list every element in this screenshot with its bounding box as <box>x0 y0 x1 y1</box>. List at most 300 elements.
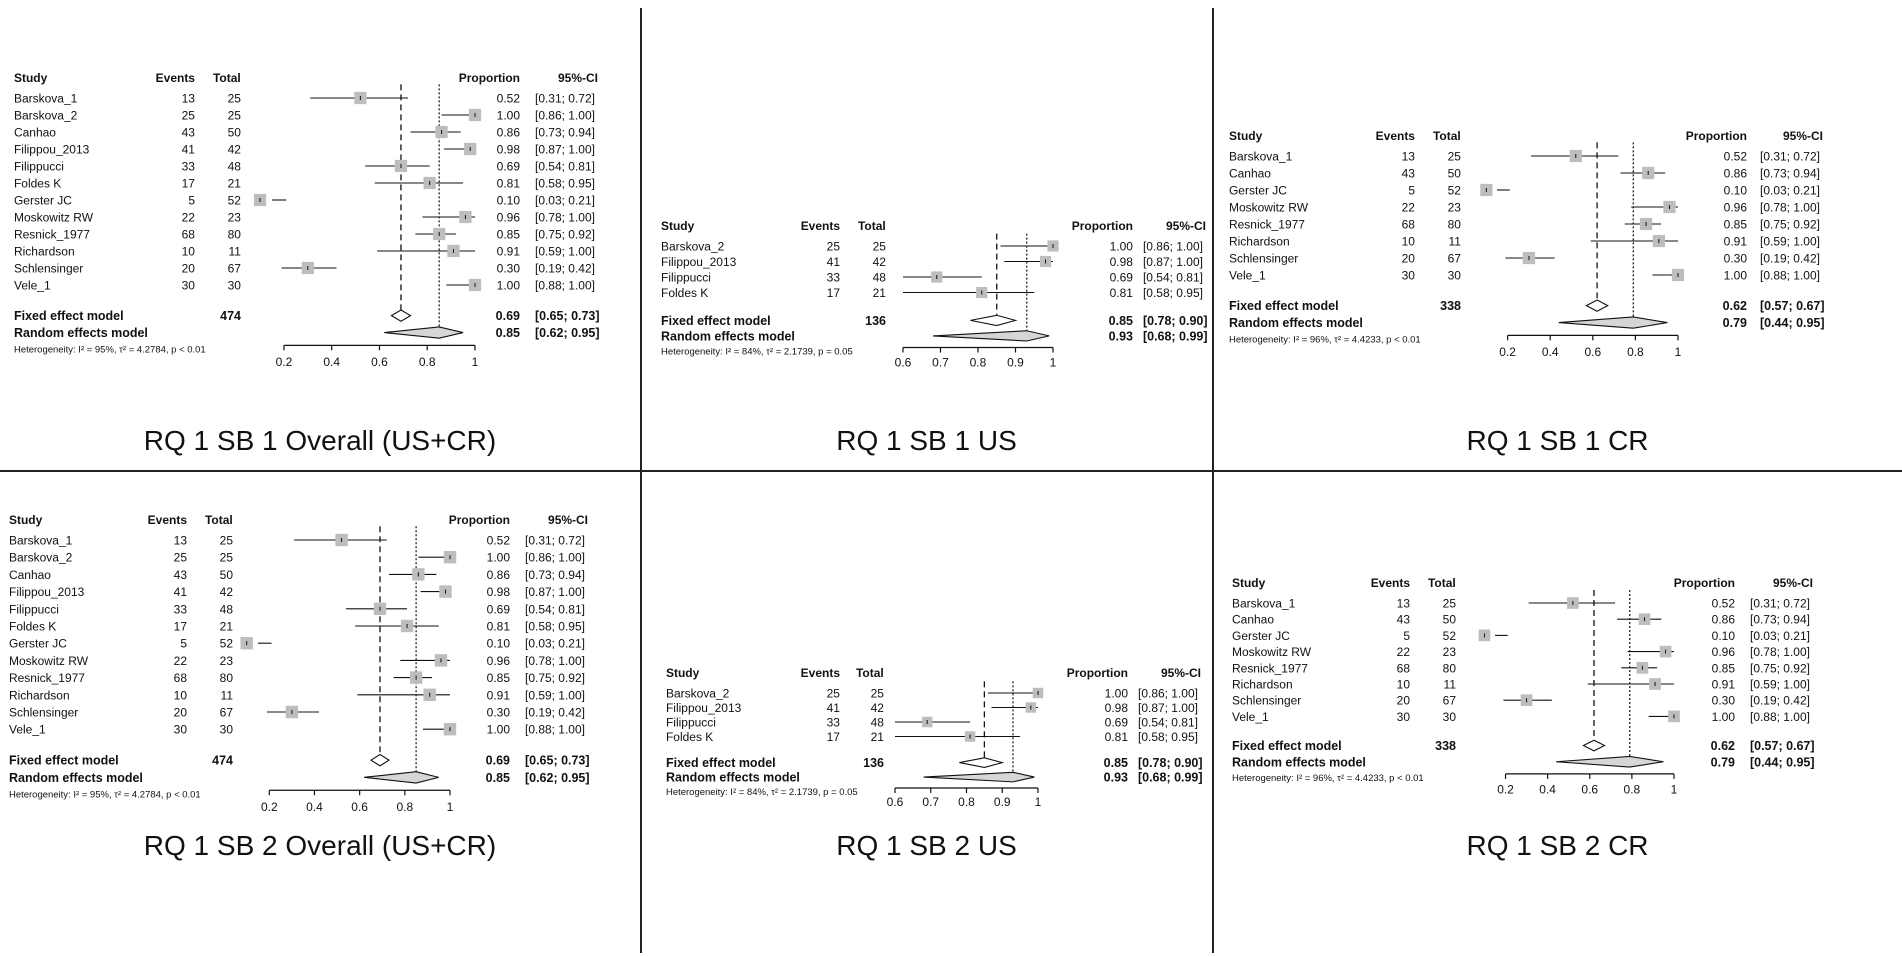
study-proportion: 0.86 <box>486 567 510 582</box>
x-tick-label: 0.9 <box>993 794 1011 809</box>
study-events: 25 <box>181 108 196 123</box>
study-events: 10 <box>1396 677 1411 692</box>
forest-plot-svg <box>10 70 630 374</box>
study-ci: [0.87; 1.00] <box>524 585 585 600</box>
x-tick-label: 0.4 <box>1539 782 1556 797</box>
study-proportion: 0.98 <box>496 142 520 157</box>
study-total: 80 <box>227 227 242 242</box>
study-ci: [0.31; 0.72] <box>1749 596 1810 611</box>
study-total: 23 <box>219 653 234 668</box>
study-events: 20 <box>1396 693 1411 708</box>
study-ci: [0.19; 0.42] <box>534 261 595 276</box>
header-proportion: Proportion <box>1066 665 1128 680</box>
study-name: Gerster JC <box>9 636 67 651</box>
random-effects-proportion: 0.93 <box>1103 770 1128 785</box>
random-effects-diamond <box>933 331 1049 341</box>
study-name: Resnick_1977 <box>1229 217 1305 232</box>
study-proportion: 0.69 <box>496 159 520 174</box>
study-proportion: 0.86 <box>496 125 520 140</box>
vertical-divider-left <box>640 8 642 953</box>
study-events: 43 <box>1396 612 1411 627</box>
study-name: Schlensinger <box>9 705 79 720</box>
study-proportion: 1.00 <box>486 722 510 737</box>
study-total: 80 <box>1447 217 1462 232</box>
study-ci: [0.78; 1.00] <box>1759 200 1820 215</box>
x-tick-label: 0.8 <box>418 355 436 370</box>
x-tick-label: 0.2 <box>1497 782 1514 797</box>
study-events: 17 <box>826 729 841 744</box>
header-proportion: Proportion <box>448 512 510 527</box>
x-tick-label: 0.8 <box>396 800 414 815</box>
header-study: Study <box>1229 128 1263 143</box>
study-ci: [0.03; 0.21] <box>1759 183 1820 198</box>
x-tick-label: 1 <box>471 355 479 370</box>
study-ci: [0.19; 0.42] <box>1759 251 1820 266</box>
header-proportion: Proportion <box>1673 575 1735 590</box>
panel-caption: RQ 1 SB 2 Overall (US+CR) <box>143 830 497 861</box>
study-ci: [0.87; 1.00] <box>1137 700 1198 715</box>
header-events: Events <box>1375 128 1416 143</box>
heterogeneity-text: Heterogeneity: I² = 84%, τ² = 2.1739, p = 0.05 <box>661 346 853 358</box>
study-ci: [0.75; 0.92] <box>534 227 595 242</box>
study-proportion: 0.10 <box>486 636 510 651</box>
study-proportion: 1.00 <box>1711 709 1735 724</box>
study-ci: [0.19; 0.42] <box>524 705 585 720</box>
fixed-effect-proportion: 0.62 <box>1710 739 1735 754</box>
study-events: 17 <box>826 285 841 300</box>
study-name: Filippou_2013 <box>661 254 737 269</box>
random-effects-diamond <box>1556 756 1663 767</box>
fixed-effect-ci: [0.57; 0.67] <box>1749 739 1815 754</box>
header-study: Study <box>9 512 43 527</box>
x-tick-label: 0.4 <box>323 355 341 370</box>
random-effects-ci: [0.62; 0.95] <box>524 770 590 785</box>
study-name: Richardson <box>1232 677 1293 692</box>
study-name: Richardson <box>1229 234 1290 249</box>
study-ci: [0.86; 1.00] <box>534 108 595 123</box>
fixed-effect-label: Fixed effect model <box>661 313 771 328</box>
panel-caption: RQ 1 SB 1 US <box>836 425 1017 456</box>
study-total: 21 <box>870 729 885 744</box>
study-name: Barskova_2 <box>661 239 725 254</box>
fixed-effect-ci: [0.65; 0.73] <box>524 753 590 768</box>
header-total: Total <box>205 512 233 527</box>
study-name: Vele_1 <box>1229 268 1266 283</box>
panel-caption: RQ 1 SB 1 Overall (US+CR) <box>143 425 497 456</box>
study-events: 13 <box>1401 149 1416 164</box>
x-tick-label: 0.8 <box>1623 782 1641 797</box>
study-ci: [0.58; 0.95] <box>524 619 585 634</box>
study-total: 25 <box>227 108 242 123</box>
x-tick-label: 0.7 <box>922 794 940 809</box>
random-effects-proportion: 0.93 <box>1108 329 1133 344</box>
study-ci: [0.78; 1.00] <box>524 653 585 668</box>
header-events: Events <box>1370 575 1411 590</box>
study-proportion: 1.00 <box>1104 686 1128 701</box>
study-ci: [0.75; 0.92] <box>1749 661 1810 676</box>
study-ci: [0.86; 1.00] <box>524 550 585 565</box>
study-total: 21 <box>219 619 234 634</box>
study-total: 52 <box>1447 183 1462 198</box>
study-proportion: 1.00 <box>496 278 520 293</box>
fixed-effect-label: Fixed effect model <box>1232 739 1342 754</box>
x-tick-label: 0.4 <box>306 800 323 815</box>
study-events: 33 <box>181 159 196 174</box>
random-effects-label: Random effects model <box>1229 316 1363 331</box>
panel-caption: RQ 1 SB 2 US <box>836 830 1017 861</box>
study-proportion: 0.96 <box>1723 200 1747 215</box>
random-effects-diamond <box>364 772 439 783</box>
x-tick-label: 0.7 <box>932 355 949 370</box>
fixed-effect-ci: [0.65; 0.73] <box>534 309 600 324</box>
study-events: 30 <box>1401 268 1416 283</box>
study-total: 30 <box>227 278 242 293</box>
study-total: 23 <box>1447 200 1462 215</box>
study-proportion: 0.91 <box>1711 677 1735 692</box>
fixed-effect-total: 136 <box>865 313 887 328</box>
study-proportion: 0.91 <box>486 688 510 703</box>
study-events: 13 <box>181 91 196 106</box>
study-name: Filippou_2013 <box>14 142 90 157</box>
study-ci: [0.75; 0.92] <box>524 671 585 686</box>
study-events: 22 <box>1396 645 1411 660</box>
study-total: 52 <box>1442 628 1457 643</box>
header-ci: 95%-CI <box>1773 575 1813 590</box>
fixed-effect-total: 338 <box>1435 739 1457 754</box>
study-proportion: 0.96 <box>1711 645 1735 660</box>
fixed-effect-proportion: 0.85 <box>1103 756 1128 771</box>
study-ci: [0.73; 0.94] <box>1749 612 1810 627</box>
study-total: 42 <box>227 142 242 157</box>
forest-plot-svg <box>660 665 1205 814</box>
study-total: 25 <box>227 91 242 106</box>
study-proportion: 1.00 <box>486 550 510 565</box>
study-name: Canhao <box>1232 612 1274 627</box>
x-tick-label: 0.6 <box>886 794 904 809</box>
study-name: Foldes K <box>666 729 714 744</box>
x-tick-label: 1 <box>1674 345 1682 360</box>
study-name: Vele_1 <box>14 278 51 293</box>
study-ci: [0.59; 1.00] <box>524 688 585 703</box>
study-ci: [0.78; 1.00] <box>1749 645 1810 660</box>
study-proportion: 0.85 <box>486 671 510 686</box>
study-ci: [0.03; 0.21] <box>534 193 595 208</box>
random-effects-proportion: 0.85 <box>495 326 520 341</box>
study-proportion: 1.00 <box>1723 268 1747 283</box>
study-events: 10 <box>181 244 196 259</box>
panel-caption: RQ 1 SB 2 CR <box>1466 830 1649 861</box>
study-events: 30 <box>1396 709 1411 724</box>
header-study: Study <box>14 70 48 85</box>
study-total: 48 <box>227 159 242 174</box>
study-total: 25 <box>1442 596 1457 611</box>
x-tick-label: 0.6 <box>351 800 368 815</box>
study-proportion: 0.69 <box>486 602 510 617</box>
header-total: Total <box>856 665 884 680</box>
study-proportion: 0.98 <box>1104 700 1128 715</box>
study-events: 25 <box>826 686 841 701</box>
study-events: 41 <box>181 142 196 157</box>
study-ci: [0.19; 0.42] <box>1749 693 1810 708</box>
study-total: 48 <box>219 602 234 617</box>
study-total: 42 <box>219 585 234 600</box>
study-name: Filippou_2013 <box>9 585 85 600</box>
study-total: 23 <box>1442 645 1457 660</box>
study-name: Barskova_2 <box>9 550 73 565</box>
study-proportion: 0.96 <box>486 653 510 668</box>
header-study: Study <box>1232 575 1266 590</box>
random-effects-proportion: 0.85 <box>485 770 510 785</box>
x-tick-label: 1 <box>1049 355 1057 370</box>
study-events: 68 <box>1396 661 1411 676</box>
x-tick-label: 0.8 <box>958 794 975 809</box>
study-total: 21 <box>227 176 242 191</box>
study-ci: [0.86; 1.00] <box>1137 686 1198 701</box>
study-proportion: 0.52 <box>1723 149 1747 164</box>
heterogeneity-text: Heterogeneity: I² = 96%, τ² = 4.4233, p < 0.01 <box>1229 334 1421 346</box>
study-ci: [0.59; 1.00] <box>1759 234 1820 249</box>
fixed-effect-diamond <box>1583 740 1604 751</box>
study-name: Resnick_1977 <box>9 671 85 686</box>
header-proportion: Proportion <box>1071 218 1133 233</box>
study-name: Resnick_1977 <box>14 227 90 242</box>
fixed-effect-diamond <box>391 310 410 321</box>
study-total: 80 <box>1442 661 1457 676</box>
random-effects-proportion: 0.79 <box>1722 316 1747 331</box>
study-events: 13 <box>1396 596 1411 611</box>
study-total: 25 <box>872 239 887 254</box>
study-proportion: 0.98 <box>1109 254 1133 269</box>
study-total: 48 <box>872 270 887 285</box>
study-ci: [0.73; 0.94] <box>1759 166 1820 181</box>
study-ci: [0.88; 1.00] <box>534 278 595 293</box>
study-ci: [0.88; 1.00] <box>1759 268 1820 283</box>
fixed-effect-diamond <box>970 315 1015 325</box>
fixed-effect-label: Fixed effect model <box>666 756 776 771</box>
random-effects-ci: [0.44; 0.95] <box>1749 755 1815 770</box>
study-name: Schlensinger <box>1229 251 1299 266</box>
x-tick-label: 0.2 <box>1499 345 1516 360</box>
study-name: Barskova_2 <box>666 686 730 701</box>
study-ci: [0.73; 0.94] <box>524 567 585 582</box>
study-events: 68 <box>173 671 188 686</box>
study-total: 52 <box>227 193 242 208</box>
x-tick-label: 0.2 <box>260 800 278 815</box>
study-proportion: 0.86 <box>1711 612 1735 627</box>
study-proportion: 0.30 <box>1723 251 1747 266</box>
study-proportion: 0.10 <box>1723 183 1747 198</box>
study-ci: [0.59; 1.00] <box>534 244 595 259</box>
study-events: 17 <box>181 176 196 191</box>
heterogeneity-text: Heterogeneity: I² = 84%, τ² = 2.1739, p = 0.05 <box>666 786 858 798</box>
study-proportion: 0.10 <box>496 193 520 208</box>
study-total: 11 <box>1443 677 1457 692</box>
study-ci: [0.88; 1.00] <box>524 722 585 737</box>
random-effects-ci: [0.68; 0.99] <box>1142 329 1208 344</box>
random-effects-proportion: 0.79 <box>1710 755 1735 770</box>
study-total: 67 <box>219 705 234 720</box>
fixed-effect-total: 338 <box>1440 299 1462 314</box>
study-ci: [0.31; 0.72] <box>534 91 595 106</box>
study-proportion: 0.96 <box>496 210 520 225</box>
study-proportion: 0.30 <box>486 705 510 720</box>
study-name: Canhao <box>9 567 51 582</box>
study-events: 33 <box>826 270 841 285</box>
study-events: 5 <box>1403 628 1411 643</box>
study-proportion: 0.91 <box>496 244 520 259</box>
header-ci: 95%-CI <box>548 512 588 527</box>
study-ci: [0.58; 0.95] <box>534 176 595 191</box>
random-effects-label: Random effects model <box>661 329 795 344</box>
study-events: 30 <box>173 722 188 737</box>
heterogeneity-text: Heterogeneity: I² = 95%, τ² = 4.2784, p < 0.01 <box>9 789 201 801</box>
x-tick-label: 1 <box>446 800 454 815</box>
study-total: 30 <box>1447 268 1462 283</box>
study-ci: [0.58; 0.95] <box>1142 285 1203 300</box>
study-name: Vele_1 <box>9 722 46 737</box>
study-name: Richardson <box>14 244 75 259</box>
study-total: 52 <box>219 636 234 651</box>
horizontal-divider <box>0 470 1902 472</box>
study-total: 50 <box>219 567 234 582</box>
study-total: 42 <box>872 254 887 269</box>
study-name: Moskowitz RW <box>1229 200 1309 215</box>
study-ci: [0.03; 0.21] <box>1749 628 1810 643</box>
random-effects-diamond <box>924 772 1035 782</box>
study-events: 25 <box>826 239 841 254</box>
fixed-effect-total: 136 <box>863 756 885 771</box>
study-name: Barskova_1 <box>1229 149 1293 164</box>
forest-plot-svg <box>1225 128 1865 364</box>
fixed-effect-ci: [0.57; 0.67] <box>1759 299 1825 314</box>
study-events: 13 <box>173 533 188 548</box>
study-proportion: 1.00 <box>496 108 520 123</box>
fixed-effect-diamond <box>1586 300 1607 311</box>
random-effects-diamond <box>384 327 463 338</box>
study-ci: [0.58; 0.95] <box>1137 729 1198 744</box>
study-events: 17 <box>173 619 188 634</box>
study-proportion: 0.85 <box>1723 217 1747 232</box>
study-name: Filippou_2013 <box>666 700 742 715</box>
study-ci: [0.31; 0.72] <box>1759 149 1820 164</box>
study-name: Gerster JC <box>1232 628 1290 643</box>
random-effects-ci: [0.44; 0.95] <box>1759 316 1825 331</box>
study-name: Canhao <box>14 125 56 140</box>
study-total: 42 <box>870 700 885 715</box>
header-events: Events <box>800 218 841 233</box>
study-name: Richardson <box>9 688 70 703</box>
x-tick-label: 1 <box>1034 794 1042 809</box>
study-ci: [0.88; 1.00] <box>1749 709 1810 724</box>
header-ci: 95%-CI <box>1166 218 1206 233</box>
study-ci: [0.73; 0.94] <box>534 125 595 140</box>
fixed-effect-proportion: 0.85 <box>1108 313 1133 328</box>
study-proportion: 1.00 <box>1109 239 1133 254</box>
study-events: 20 <box>173 705 188 720</box>
forest-plot-svg <box>5 512 625 819</box>
study-ci: [0.59; 1.00] <box>1749 677 1810 692</box>
random-effects-label: Random effects model <box>9 770 143 785</box>
study-total: 25 <box>870 686 885 701</box>
random-effects-diamond <box>1559 317 1668 328</box>
fixed-effect-ci: [0.78; 0.90] <box>1142 313 1208 328</box>
study-proportion: 0.81 <box>1104 729 1128 744</box>
x-tick-label: 0.8 <box>1627 345 1644 360</box>
study-events: 33 <box>826 715 841 730</box>
study-events: 41 <box>173 585 188 600</box>
study-events: 10 <box>173 688 188 703</box>
fixed-effect-label: Fixed effect model <box>1229 299 1339 314</box>
x-tick-label: 0.4 <box>1541 345 1559 360</box>
header-proportion: Proportion <box>458 70 520 85</box>
header-ci: 95%-CI <box>1783 128 1823 143</box>
study-name: Filippucci <box>661 270 711 285</box>
study-proportion: 0.52 <box>496 91 520 106</box>
study-ci: [0.54; 0.81] <box>524 602 585 617</box>
fixed-effect-diamond <box>959 758 1002 768</box>
study-name: Vele_1 <box>1232 709 1269 724</box>
study-ci: [0.78; 1.00] <box>534 210 595 225</box>
study-total: 48 <box>870 715 885 730</box>
study-name: Barskova_1 <box>1232 596 1296 611</box>
study-ci: [0.31; 0.72] <box>524 533 585 548</box>
study-total: 23 <box>227 210 242 225</box>
study-name: Moskowitz RW <box>1232 645 1312 660</box>
study-proportion: 0.91 <box>1723 234 1747 249</box>
study-proportion: 0.10 <box>1711 628 1735 643</box>
x-tick-label: 0.6 <box>1584 345 1602 360</box>
study-total: 67 <box>227 261 242 276</box>
heterogeneity-text: Heterogeneity: I² = 96%, τ² = 4.4233, p < 0.01 <box>1232 773 1424 785</box>
study-ci: [0.87; 1.00] <box>534 142 595 157</box>
fixed-effect-proportion: 0.69 <box>485 753 510 768</box>
study-proportion: 0.52 <box>486 533 510 548</box>
header-total: Total <box>1433 128 1461 143</box>
study-proportion: 0.52 <box>1711 596 1735 611</box>
study-total: 30 <box>1442 709 1457 724</box>
study-name: Filippucci <box>666 715 716 730</box>
study-proportion: 0.98 <box>486 585 510 600</box>
study-total: 11 <box>228 244 242 259</box>
study-events: 22 <box>173 653 188 668</box>
study-events: 43 <box>173 567 188 582</box>
header-events: Events <box>147 512 188 527</box>
study-total: 30 <box>219 722 234 737</box>
study-total: 25 <box>219 533 234 548</box>
header-events: Events <box>800 665 841 680</box>
header-total: Total <box>858 218 886 233</box>
study-events: 22 <box>181 210 196 225</box>
fixed-effect-diamond <box>371 754 389 765</box>
forest-plot-svg <box>1228 575 1868 802</box>
study-proportion: 0.69 <box>1104 715 1128 730</box>
study-name: Schlensinger <box>1232 693 1302 708</box>
study-name: Moskowitz RW <box>14 210 94 225</box>
study-events: 41 <box>826 254 841 269</box>
fixed-effect-total: 474 <box>212 753 234 768</box>
header-study: Study <box>666 665 700 680</box>
study-events: 25 <box>173 550 188 565</box>
study-events: 43 <box>181 125 196 140</box>
study-ci: [0.54; 0.81] <box>1142 270 1203 285</box>
header-ci: 95%-CI <box>1161 665 1201 680</box>
study-proportion: 0.85 <box>1711 661 1735 676</box>
fixed-effect-ci: [0.78; 0.90] <box>1137 756 1203 771</box>
study-ci: [0.54; 0.81] <box>534 159 595 174</box>
study-events: 30 <box>181 278 196 293</box>
panel-caption: RQ 1 SB 1 CR <box>1466 425 1649 456</box>
study-name: Barskova_1 <box>14 91 78 106</box>
